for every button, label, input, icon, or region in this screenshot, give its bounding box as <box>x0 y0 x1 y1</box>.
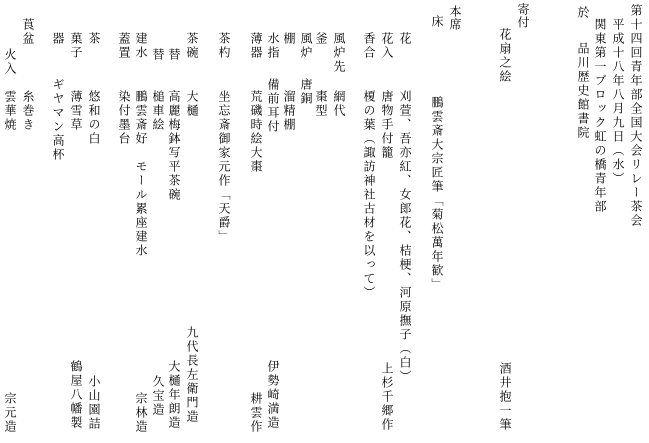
kifu-label: 寄付 <box>516 3 530 29</box>
item-label: 火入 <box>3 48 17 76</box>
item-label: 菓子 <box>69 32 83 60</box>
item-value: 備前耳付 <box>266 78 280 134</box>
item-label: 蓋置 <box>117 32 131 60</box>
item-value: 鵬雲斎好 モール累座建水 <box>134 90 148 258</box>
item-maker: 久宝造 <box>151 375 165 417</box>
item-value: 網代 <box>332 90 346 118</box>
item-label: 茶 <box>87 32 101 44</box>
item-label: 建水 <box>134 32 148 60</box>
event-date: 平成十八年八月九日（水） <box>611 18 625 186</box>
item-label: 風炉 <box>299 32 313 60</box>
item-value: 薄雪草 <box>69 90 83 132</box>
item-maker: 耕雲作 <box>249 392 263 434</box>
vase-maker: 上杉千郷作 <box>380 362 394 432</box>
item-label: 替 <box>167 48 181 60</box>
kifu-maker: 酒井抱一筆 <box>498 362 512 432</box>
vase-label: 花入 <box>380 32 394 60</box>
flowers-label: 花 <box>398 32 412 44</box>
item-value: 坐忘斎御家元作「天爵」 <box>217 90 231 244</box>
item-label: 莨盆 <box>21 18 35 46</box>
toko-label: 床 <box>430 15 444 27</box>
item-label: 棚 <box>282 32 296 44</box>
item-maker: 伊勢崎満造 <box>266 360 280 430</box>
item-maker: 鶴屋八幡製 <box>69 360 83 430</box>
item-value: 唐銅 <box>299 78 313 106</box>
item-value: 棗型 <box>314 90 328 118</box>
item-value: ギヤマン高杯 <box>51 78 65 162</box>
event-title: 第十四回青年部全国大会リレー茶会 <box>629 4 643 228</box>
vase-value: 唐物手付籠 <box>380 90 394 160</box>
item-label: 風炉先 <box>332 32 346 74</box>
item-label: 茶杓 <box>217 32 231 60</box>
item-maker: 九代長左衛門造 <box>185 326 199 424</box>
flowers-value: 刈萱、吾亦紅、女郎花、桔梗、河原撫子（白） <box>398 90 412 384</box>
incense-label: 香合 <box>362 32 376 60</box>
item-maker: 小山園詰 <box>87 375 101 431</box>
item-label: 釜 <box>314 32 328 44</box>
item-value: 染付墨台 <box>117 90 131 146</box>
item-label: 替 <box>151 48 165 60</box>
item-value: 高麗梅鉢写平茶碗 <box>167 90 181 202</box>
venue-label: 於 <box>576 6 590 18</box>
item-label: 器 <box>51 32 65 44</box>
item-value: 糸巻き <box>21 90 35 132</box>
item-maker: 宗林造 <box>134 392 148 434</box>
item-value: 槌車絵 <box>151 90 165 132</box>
toko-value: 鵬雲斎大宗匠筆「菊松萬年歓」 <box>430 96 444 292</box>
incense-value: 榎の葉（諏訪神社古材を以って） <box>362 90 376 300</box>
item-value: 荒磯時絵大棗 <box>249 90 263 174</box>
item-label: 水指 <box>266 32 280 60</box>
item-value: 溜精棚 <box>282 90 296 132</box>
item-label: 薄器 <box>249 32 263 60</box>
kifu-item: 花扇之絵 <box>498 28 512 84</box>
item-label: 茶碗 <box>185 32 199 60</box>
item-maker: 大樋年朗造 <box>167 360 181 430</box>
honseki-label: 本席 <box>448 5 462 31</box>
item-value: 悠和の白 <box>87 90 101 146</box>
event-venue: 品川歴史館書院 <box>576 42 590 140</box>
item-maker: 宗元造 <box>3 392 17 434</box>
item-value: 雲華焼 <box>3 90 17 132</box>
item-value: 大樋 <box>185 90 199 118</box>
event-host: 関東第一ブロック虹の橋青年部 <box>593 18 607 214</box>
